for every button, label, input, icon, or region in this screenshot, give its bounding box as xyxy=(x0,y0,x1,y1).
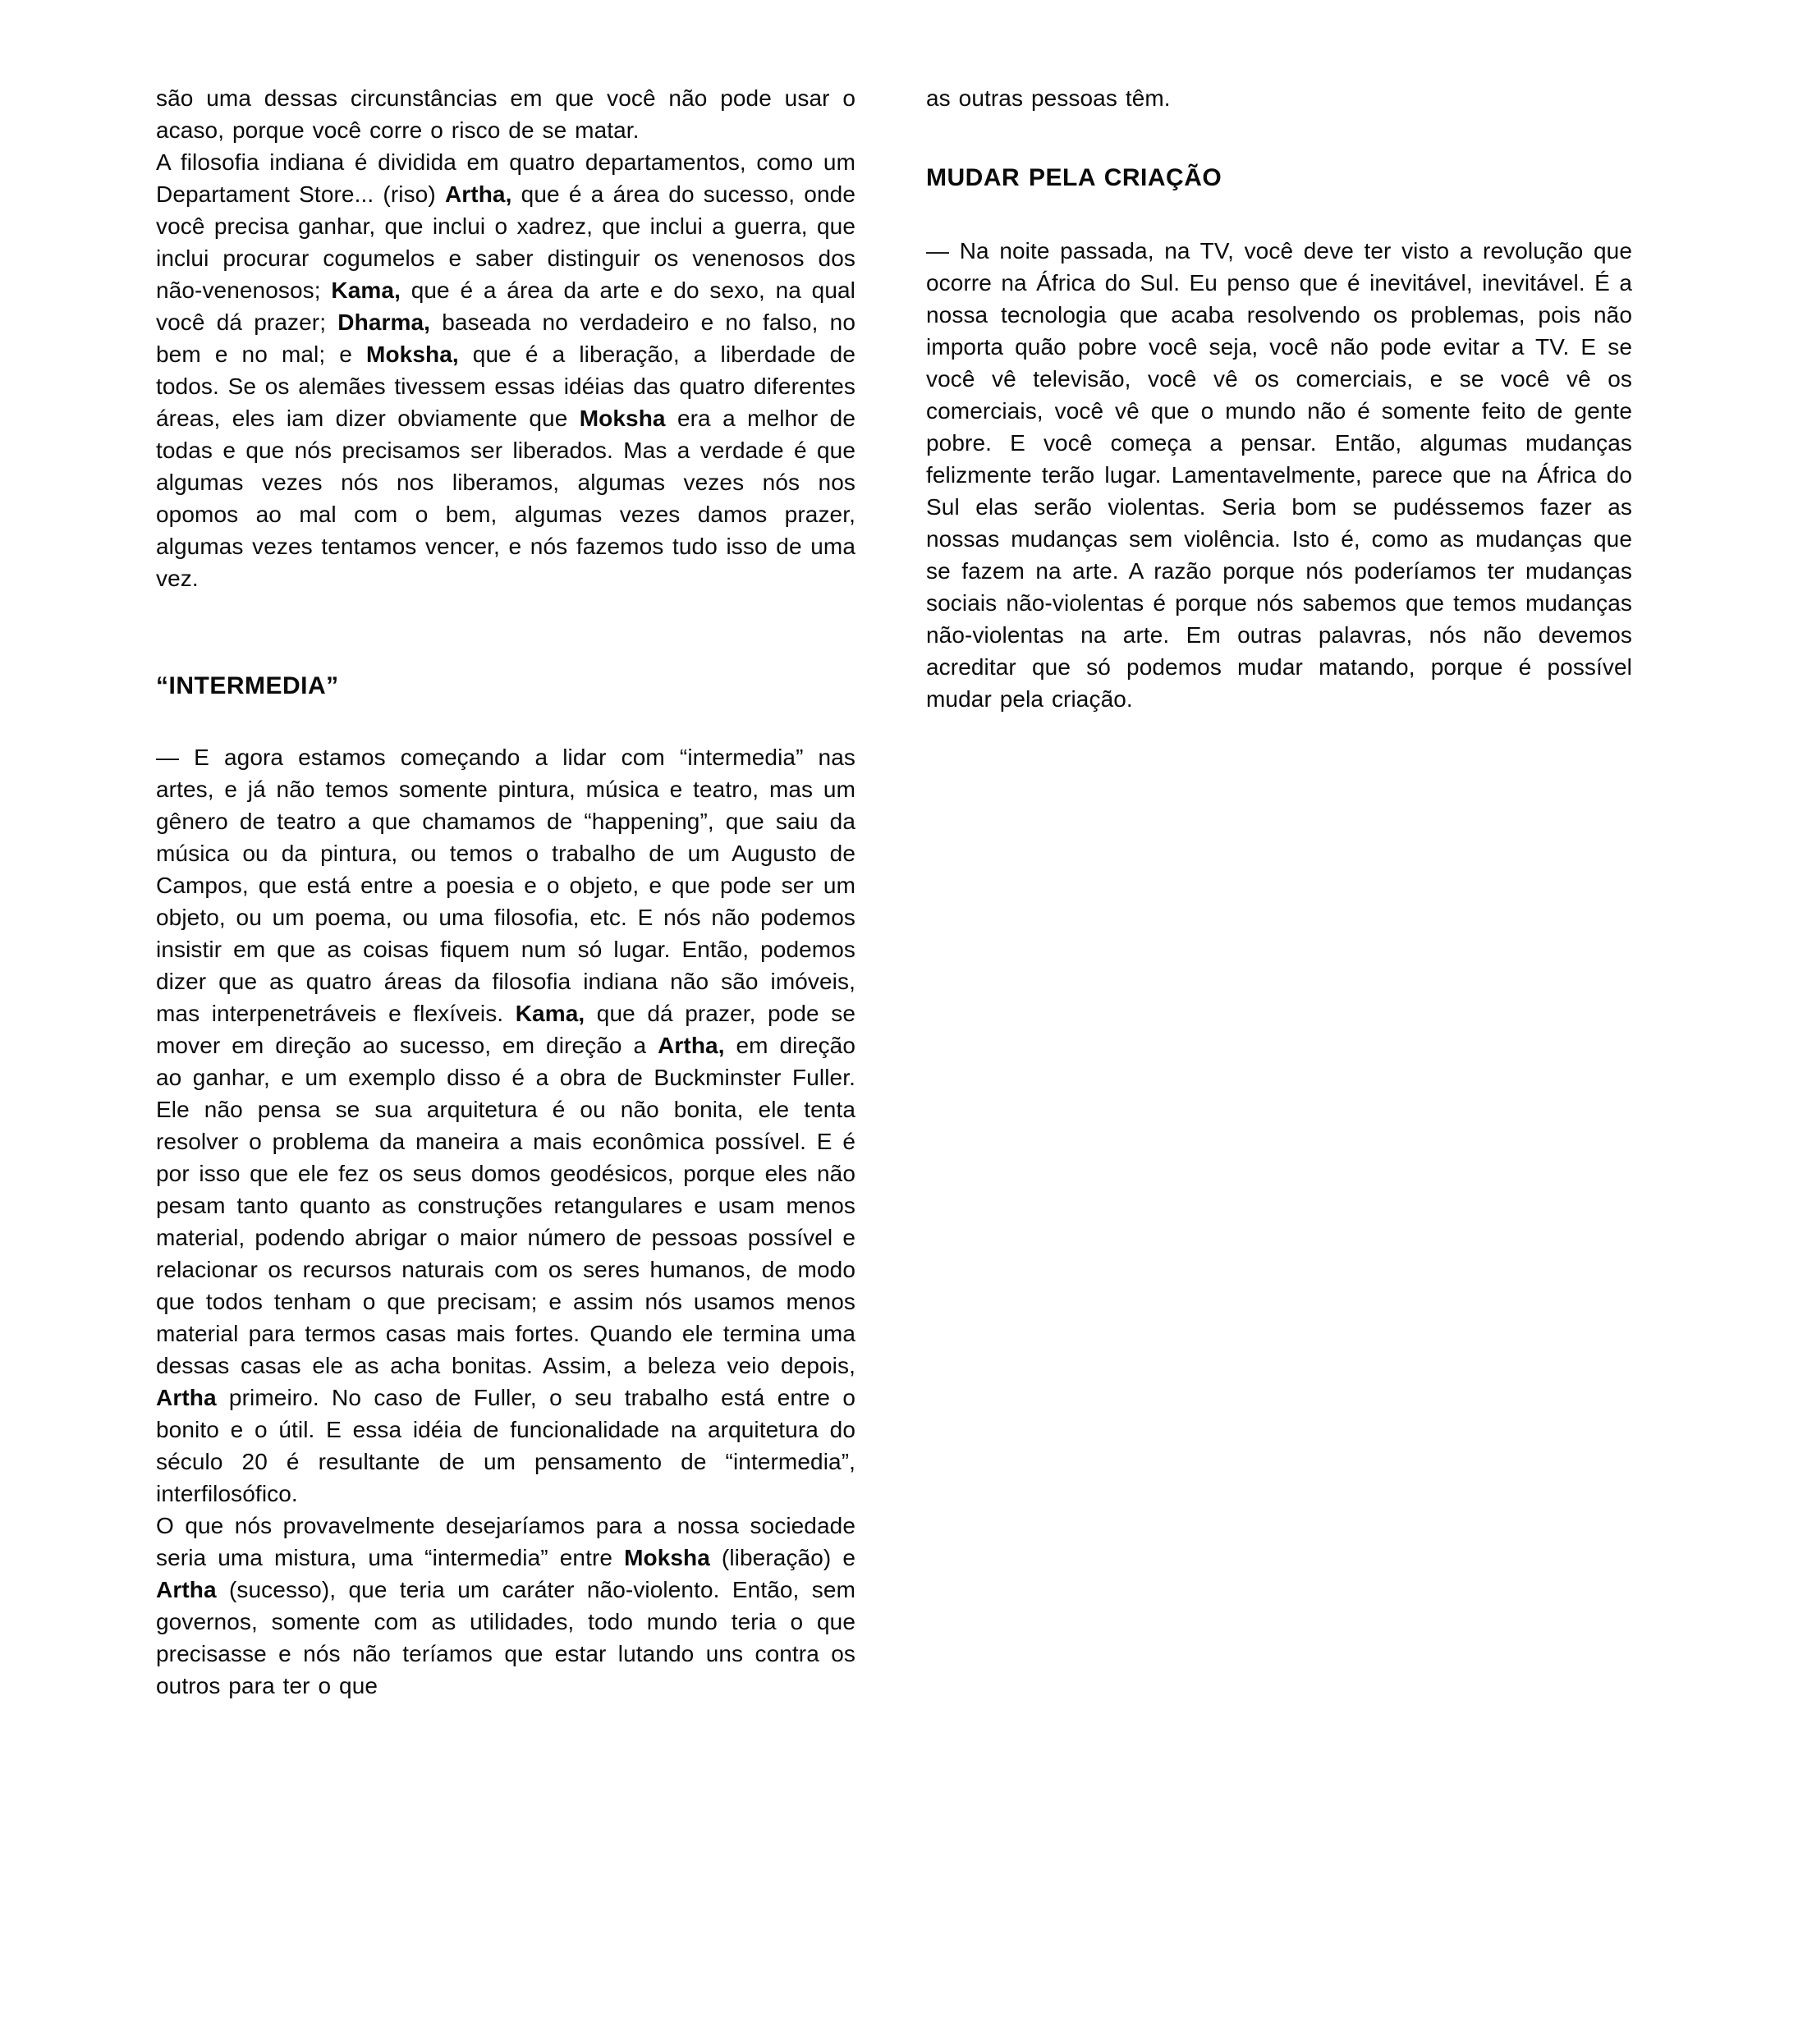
text-run: — Na noite passada, na TV, você deve ter visto a revolução que ocorre na África do Sul. Eu penso que é inevitável, inevitável. É a nossa tecnologia que acaba resolvendo os problemas, pois não importa quão pobre você seja, você não pode evitar a TV. E se você vê televisão, você vê os comerciais, e se você vê os comerciais, você vê que o mundo não é somente feito de gente pobre. E você começa a pensar. Então, algumas mudanças felizmente terão lugar. Lamentavelmente, parece que na África do Sul elas serão violentas. Seria bom se pudéssemos fazer as nossas mudanças sem violência. Isto é, como as mudanças que se fazem na arte. A razão porque nós poderíamos ter mudanças sociais não-violentas é porque nós sabemos que temos mudanças não-violentas na arte. Em outras palavras, nós não devemos acreditar que só podemos mudar matando, porque é possível mudar pela criação. xyxy=(926,238,1632,712)
bold-term: Artha, xyxy=(658,1033,725,1058)
text-run: primeiro. No caso de Fuller, o seu trabalho está entre o bonito e o útil. E essa idéia de funcionalidade na arquitetura do século 20 é resultante de um pensamento de “intermedia”, interfilosófico. xyxy=(156,1385,855,1506)
text-run: O que nós provavelmente desejaríamos para a nossa sociedade seria uma mistura, uma “intermedia” entre xyxy=(156,1513,855,1570)
bold-term: Artha, xyxy=(444,181,512,207)
bold-term: Kama, xyxy=(331,277,401,303)
paragraph xyxy=(926,82,1632,114)
bold-term: Moksha xyxy=(624,1545,710,1570)
text-run: (liberação) e xyxy=(709,1545,855,1570)
bold-term: Kama, xyxy=(515,1001,585,1026)
text-run: que é a área da arte e do sexo, na qual você dá prazer; xyxy=(156,277,855,335)
paragraph xyxy=(156,82,855,146)
text-run: — E agora estamos começando a lidar com “intermedia” nas artes, e já não temos somente pintura, música e teatro, mas um gênero de teatro a que chamamos de “happening”, que saiu da música ou da pintura, ou temos o trabalho de um Augusto de Campos, que está entre a poesia e o objeto, e que pode ser um objeto, ou um poema, ou uma filosofia, etc. E nós não podemos insistir em que as coisas fiquem num só lugar. Então, podemos dizer que as quatro áreas da filosofia indiana não são imóveis, mas interpenetráveis e flexíveis. xyxy=(156,745,855,1026)
text-run: que é a área do sucesso, onde você precisa ganhar, que inclui o xadrez, que inclui a guerra, que inclui procurar cogumelos e saber distinguir os venenosos dos não-venenosos; xyxy=(156,181,855,303)
text-run: que é a liberação, a liberdade de todos. Se os alemães tivessem essas idéias das quatro diferentes áreas, eles iam dizer obviamente que xyxy=(156,341,855,431)
bold-term: Moksha xyxy=(579,406,666,431)
bold-term: Moksha, xyxy=(366,341,459,367)
text-run: A filosofia indiana é dividida em quatro departamentos, como um Departament Store... (riso) xyxy=(156,149,855,207)
left-text-column xyxy=(156,82,855,1702)
section-heading: “INTERMEDIA” xyxy=(156,672,339,699)
paragraph xyxy=(156,741,855,1510)
text-run: (sucesso), que teria um caráter não-violento. Então, sem governos, somente com as utilidades, todo mundo teria o que precisasse e nós não teríamos que estar lutando uns contra os outros para ter o que xyxy=(156,1577,855,1698)
bold-term: Artha xyxy=(156,1385,217,1410)
bold-term: Dharma, xyxy=(337,309,431,335)
text-run: em direção ao ganhar, e um exemplo disso é a obra de Buckminster Fuller. Ele não pensa se sua arquitetura é ou não bonita, ele tenta resolver o problema da maneira a mais econômica possível. E é por isso que ele fez os seus domos geodésicos, porque eles não pesam tanto quanto as construções retangulares e usam menos material, podendo abrigar o maior número de pessoas possível e relacionar os recursos naturais com os seres humanos, de modo que todos tenham o que precisam; e assim nós usamos menos material para termos casas mais fortes. Quando ele termina uma dessas casas ele as acha bonitas. Assim, a beleza veio depois, xyxy=(156,1033,856,1378)
bold-term: Artha xyxy=(156,1577,217,1602)
text-run: que dá prazer, pode se mover em direção ao sucesso, em direção a xyxy=(156,1001,855,1058)
right-text-column xyxy=(926,82,1632,715)
text-run: são uma dessas circunstâncias em que você não pode usar o acaso, porque você corre o risco de se matar. xyxy=(156,85,855,143)
text-run: baseada no verdadeiro e no falso, no bem e no mal; e xyxy=(156,309,856,367)
section-heading: MUDAR PELA CRIAÇÃO xyxy=(926,164,1222,191)
paragraph xyxy=(156,146,855,594)
text-run: era a melhor de todas e que nós precisamos ser liberados. Mas a verdade é que algumas vezes nós nos liberamos, algumas vezes nós nos opomos ao mal com o bem, algumas vezes damos prazer, algumas vezes tentamos vencer, e nós fazemos tudo isso de uma vez. xyxy=(156,406,856,591)
text-run: as outras pessoas têm. xyxy=(926,85,1171,111)
paragraph xyxy=(926,235,1632,715)
paragraph xyxy=(156,1510,855,1702)
